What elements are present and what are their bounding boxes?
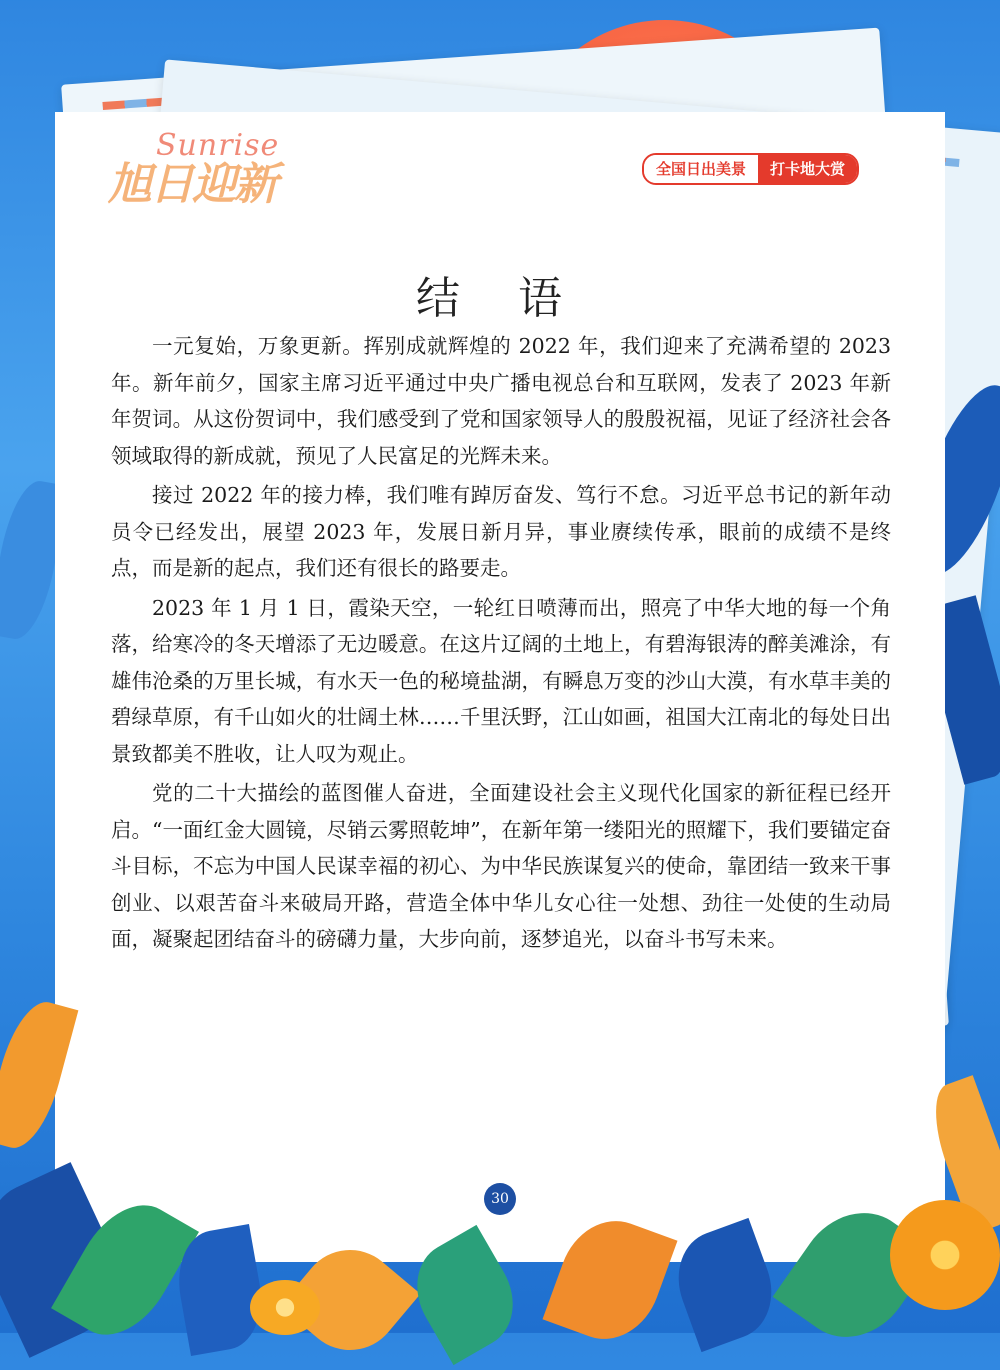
paragraph: 接过 2022 年的接力棒，我们唯有踔厉奋发、笃行不怠。习近平总书记的新年动员令已经发出，展望 2023 年，发展日新月异，事业赓续传承，眼前的成绩不是终点，而是新的起点，我们还有很长的路要走。 xyxy=(111,483,891,580)
badge-right-label: 打卡地大赏 xyxy=(758,155,857,183)
page-title: 结 语 xyxy=(416,273,584,324)
paragraph: 一元复始，万象更新。挥别成就辉煌的 2022 年，我们迎来了充满希望的 2023 年。新年前夕，国家主席习近平通过中央广播电视总台和互联网，发表了 2023 年新年贺词。从这份贺词中，我们感受到了党和国家领导人的殷殷祝福，见证了经济社会各领域取得的新成就，预见了人民富足的光辉未来。 xyxy=(111,334,891,468)
logo-english-text: Sunrise xyxy=(156,128,280,163)
hibiscus-flower xyxy=(250,1280,320,1335)
article-body xyxy=(111,328,891,961)
sunrise-logo xyxy=(108,128,298,210)
logo-chinese-text: 旭日迎新 xyxy=(108,159,276,210)
paragraph: 党的二十大描绘的蓝图催人奋进，全面建设社会主义现代化国家的新征程已经开启。“一面红金大圆镜，尽销云雾照乾坤”，在新年第一缕阳光的照耀下，我们要锚定奋斗目标，不忘为中国人民谋幸福的初心、为中华民族谋复兴的使命，靠团结一致来干事创业、以艰苦奋斗来破局开路，营造全体中华儿女心往一处想、劲往一处使的生动局面，凝聚起团结奋斗的磅礴力量，大步向前，逐梦追光，以奋斗书写未来。 xyxy=(111,781,891,951)
page-number-badge: 30 xyxy=(484,1183,516,1215)
badge-left-label: 全国日出美景 xyxy=(644,155,758,183)
hibiscus-flower xyxy=(890,1200,1000,1310)
paragraph: 2023 年 1 月 1 日，霞染天空，一轮红日喷薄而出，照亮了中华大地的每一个角落，给寒冷的冬天增添了无边暖意。在这片辽阔的土地上，有碧海银涛的醉美滩涂，有雄伟沧桑的万里长城，有水天一色的秘境盐湖，有瞬息万变的沙山大漠，有水草丰美的碧绿草原，有千山如火的壮阔土林……千里沃野，江山如画，祖国大江南北的每处日出景致都美不胜收，让人叹为观止。 xyxy=(111,595,891,766)
series-badge xyxy=(642,153,859,185)
